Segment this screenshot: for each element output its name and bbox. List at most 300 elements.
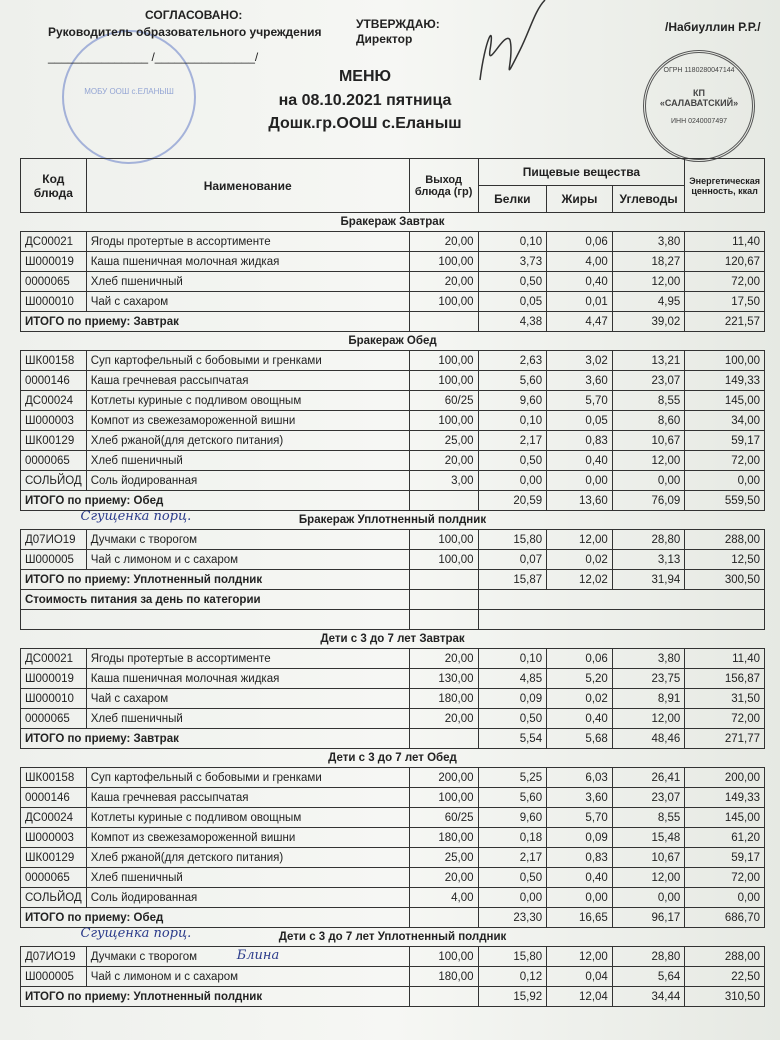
agreed-signature-line: _______________ /_______________/ [48, 50, 259, 64]
total-yield-empty [409, 570, 478, 590]
section-title-text: Дети с 3 до 7 лет Уплотненный полдник [278, 931, 507, 943]
section-header-row [21, 928, 765, 947]
section-title [21, 332, 765, 351]
table-row [21, 649, 765, 669]
dish-yield: 100,00 [409, 550, 478, 570]
total-energy: 221,57 [685, 312, 765, 332]
protein: 0,10 [478, 232, 547, 252]
total-label: ИТОГО по приему: Обед [21, 491, 410, 511]
total-carbs: 48,46 [612, 729, 684, 749]
dish-code: ШК00129 [21, 431, 87, 451]
fat: 3,02 [547, 351, 613, 371]
cost-row [21, 590, 765, 610]
dish-name: Каша гречневая рассыпчатая [86, 788, 409, 808]
empty-cell [21, 610, 410, 630]
dish-name: Суп картофельный с бобовыми и гренками [86, 768, 409, 788]
energy: 11,40 [685, 232, 765, 252]
section-title [21, 630, 765, 649]
section-title [21, 749, 765, 768]
energy: 11,40 [685, 649, 765, 669]
school-stamp-text: МОБУ ООШ с.ЕЛАНЫШ [84, 87, 174, 96]
energy: 59,17 [685, 848, 765, 868]
fat: 0,40 [547, 868, 613, 888]
table-row [21, 232, 765, 252]
total-protein: 23,30 [478, 908, 547, 928]
menu-date: на 08.10.2021 пятница [278, 92, 452, 109]
fat: 0,40 [547, 709, 613, 729]
protein: 0,09 [478, 689, 547, 709]
col-nutrients: Пищевые вещества [478, 159, 685, 186]
table-row [21, 967, 765, 987]
dish-name: Котлеты куриные с подливом овощным [86, 808, 409, 828]
dish-name: Хлеб ржаной(для детского питания) [86, 431, 409, 451]
dish-code: Д07ИО19 [21, 947, 87, 967]
table-row [21, 351, 765, 371]
fat: 0,09 [547, 828, 613, 848]
dish-name: Дучмаки с творогом [86, 530, 409, 550]
energy: 145,00 [685, 808, 765, 828]
fat: 0,01 [547, 292, 613, 312]
col-fat: Жиры [547, 186, 613, 213]
energy: 100,00 [685, 351, 765, 371]
protein: 0,18 [478, 828, 547, 848]
dish-code: 0000146 [21, 788, 87, 808]
protein: 0,10 [478, 649, 547, 669]
dish-code: ШК00129 [21, 848, 87, 868]
empty-row [21, 610, 765, 630]
dish-code: Ш000003 [21, 411, 87, 431]
table-row [21, 451, 765, 471]
total-protein: 5,54 [478, 729, 547, 749]
dish-name: Соль йодированная [86, 471, 409, 491]
dish-yield: 20,00 [409, 868, 478, 888]
dish-yield: 60/25 [409, 391, 478, 411]
table-row [21, 530, 765, 550]
fat: 0,02 [547, 689, 613, 709]
dish-name: Хлеб пшеничный [86, 451, 409, 471]
dish-code: 0000146 [21, 371, 87, 391]
dish-yield: 200,00 [409, 768, 478, 788]
fat: 6,03 [547, 768, 613, 788]
total-carbs: 96,17 [612, 908, 684, 928]
dish-name: Суп картофельный с бобовыми и гренками [86, 351, 409, 371]
dish-yield: 20,00 [409, 709, 478, 729]
fat: 0,83 [547, 431, 613, 451]
carbs: 5,64 [612, 967, 684, 987]
total-fat: 16,65 [547, 908, 613, 928]
carbs: 12,00 [612, 709, 684, 729]
total-yield-empty [409, 908, 478, 928]
dish-yield: 100,00 [409, 530, 478, 550]
dish-code: 0000065 [21, 272, 87, 292]
carbs: 8,60 [612, 411, 684, 431]
fat: 0,06 [547, 649, 613, 669]
dish-yield: 25,00 [409, 848, 478, 868]
energy: 59,17 [685, 431, 765, 451]
carbs: 15,48 [612, 828, 684, 848]
carbs: 10,67 [612, 848, 684, 868]
fat: 0,83 [547, 848, 613, 868]
protein: 15,80 [478, 947, 547, 967]
carbs: 12,00 [612, 451, 684, 471]
carbs: 8,55 [612, 808, 684, 828]
total-energy: 559,50 [685, 491, 765, 511]
dish-code: ДС00021 [21, 232, 87, 252]
dish-code: Ш000010 [21, 292, 87, 312]
section-title [21, 213, 765, 232]
total-row [21, 987, 765, 1007]
stamp-center: КП «САЛАВАТСКИЙ» [659, 88, 739, 108]
protein: 4,85 [478, 669, 547, 689]
protein: 2,17 [478, 431, 547, 451]
section-header-row [21, 749, 765, 768]
energy: 72,00 [685, 451, 765, 471]
dish-yield: 20,00 [409, 451, 478, 471]
protein: 0,00 [478, 471, 547, 491]
dish-code: СОЛЬЙОД [21, 888, 87, 908]
protein: 2,63 [478, 351, 547, 371]
dish-yield: 3,00 [409, 471, 478, 491]
dish-name: Компот из свежезамороженной вишни [86, 411, 409, 431]
fat: 0,40 [547, 451, 613, 471]
dish-name: Соль йодированная [86, 888, 409, 908]
carbs: 28,80 [612, 530, 684, 550]
total-row [21, 491, 765, 511]
carbs: 12,00 [612, 868, 684, 888]
col-name: Наименование [86, 159, 409, 213]
table-row [21, 550, 765, 570]
energy: 31,50 [685, 689, 765, 709]
total-carbs: 31,94 [612, 570, 684, 590]
total-energy: 300,50 [685, 570, 765, 590]
col-yield: Выход блюда (гр) [409, 159, 478, 213]
protein: 3,73 [478, 252, 547, 272]
carbs: 23,75 [612, 669, 684, 689]
section-header-row [21, 630, 765, 649]
total-row [21, 908, 765, 928]
dish-yield: 130,00 [409, 669, 478, 689]
table-row [21, 292, 765, 312]
total-label: ИТОГО по приему: Уплотненный полдник [21, 570, 410, 590]
empty-cell [478, 610, 764, 630]
dish-name: Хлеб пшеничный [86, 272, 409, 292]
dish-code: ДС00024 [21, 391, 87, 411]
total-carbs: 34,44 [612, 987, 684, 1007]
dish-yield: 25,00 [409, 431, 478, 451]
cost-value-empty [478, 590, 764, 610]
table-row [21, 828, 765, 848]
protein: 9,60 [478, 808, 547, 828]
dish-yield: 100,00 [409, 292, 478, 312]
dish-yield: 20,00 [409, 649, 478, 669]
energy: 72,00 [685, 709, 765, 729]
empty-cell [409, 610, 478, 630]
dish-code: СОЛЬЙОД [21, 471, 87, 491]
fat: 0,00 [547, 888, 613, 908]
approve-role: Директор [356, 32, 413, 46]
dish-code: ДС00024 [21, 808, 87, 828]
fat: 0,00 [547, 471, 613, 491]
dish-name: Дучмаки с творогом Блина [86, 947, 409, 967]
energy: 72,00 [685, 272, 765, 292]
dish-code: Ш000003 [21, 828, 87, 848]
document-title: МЕНЮ [338, 68, 392, 85]
handwritten-note: Сгущенка порц. [80, 926, 192, 941]
table-row [21, 471, 765, 491]
carbs: 8,91 [612, 689, 684, 709]
cost-yield-empty [409, 590, 478, 610]
carbs: 12,00 [612, 272, 684, 292]
fat: 0,06 [547, 232, 613, 252]
total-label: ИТОГО по приему: Уплотненный полдник [21, 987, 410, 1007]
protein: 15,80 [478, 530, 547, 550]
carbs: 10,67 [612, 431, 684, 451]
protein: 9,60 [478, 391, 547, 411]
dish-yield: 180,00 [409, 828, 478, 848]
dish-name: Чай с лимоном и с сахаром [86, 967, 409, 987]
total-energy: 271,77 [685, 729, 765, 749]
dish-name: Чай с лимоном и с сахаром [86, 550, 409, 570]
section-title-text: Дети с 3 до 7 лет Завтрак [320, 633, 465, 645]
table-row [21, 768, 765, 788]
carbs: 0,00 [612, 888, 684, 908]
protein: 0,50 [478, 272, 547, 292]
table-row [21, 689, 765, 709]
fat: 3,60 [547, 371, 613, 391]
fat: 3,60 [547, 788, 613, 808]
dish-name: Каша пшеничная молочная жидкая [86, 669, 409, 689]
total-protein: 4,38 [478, 312, 547, 332]
table-row [21, 947, 765, 967]
energy: 34,00 [685, 411, 765, 431]
protein: 0,50 [478, 868, 547, 888]
dish-name: Ягоды протертые в ассортименте [86, 232, 409, 252]
dish-code: 0000065 [21, 709, 87, 729]
protein: 2,17 [478, 848, 547, 868]
carbs: 23,07 [612, 788, 684, 808]
total-yield-empty [409, 987, 478, 1007]
table-row [21, 371, 765, 391]
protein: 0,00 [478, 888, 547, 908]
energy: 156,87 [685, 669, 765, 689]
table-row [21, 868, 765, 888]
fat: 5,20 [547, 669, 613, 689]
total-protein: 15,92 [478, 987, 547, 1007]
col-code: Код блюда [21, 159, 87, 213]
stamp-inn: ИНН 0240007497 [670, 118, 728, 125]
protein: 0,12 [478, 967, 547, 987]
fat: 12,00 [547, 947, 613, 967]
energy: 200,00 [685, 768, 765, 788]
protein: 5,60 [478, 788, 547, 808]
dish-yield: 100,00 [409, 947, 478, 967]
fat: 0,40 [547, 272, 613, 292]
table-row [21, 709, 765, 729]
table-row [21, 808, 765, 828]
table-row [21, 252, 765, 272]
total-energy: 686,70 [685, 908, 765, 928]
energy: 120,67 [685, 252, 765, 272]
total-fat: 4,47 [547, 312, 613, 332]
dish-yield: 20,00 [409, 232, 478, 252]
section-title-text: Бракераж Обед [348, 335, 437, 347]
energy: 61,20 [685, 828, 765, 848]
table-row [21, 272, 765, 292]
protein: 0,50 [478, 709, 547, 729]
energy: 0,00 [685, 888, 765, 908]
total-protein: 20,59 [478, 491, 547, 511]
total-row [21, 570, 765, 590]
carbs: 18,27 [612, 252, 684, 272]
carbs: 28,80 [612, 947, 684, 967]
dish-code: ШК00158 [21, 351, 87, 371]
total-carbs: 76,09 [612, 491, 684, 511]
dish-name: Хлеб пшеничный [86, 709, 409, 729]
dish-name: Чай с сахаром [86, 292, 409, 312]
energy: 149,33 [685, 788, 765, 808]
dish-name: Хлеб пшеничный [86, 868, 409, 888]
carbs: 3,13 [612, 550, 684, 570]
dish-code: Ш000019 [21, 669, 87, 689]
protein: 5,60 [478, 371, 547, 391]
section-title [21, 928, 765, 947]
col-energy: Энергетическая ценность, ккал [685, 159, 765, 213]
dish-code: 0000065 [21, 868, 87, 888]
handwritten-row-note: Блина [236, 948, 280, 963]
protein: 0,05 [478, 292, 547, 312]
col-carbs: Углеводы [612, 186, 684, 213]
dish-name: Хлеб ржаной(для детского питания) [86, 848, 409, 868]
dish-code: Д07ИО19 [21, 530, 87, 550]
carbs: 23,07 [612, 371, 684, 391]
carbs: 26,41 [612, 768, 684, 788]
dish-name: Каша пшеничная молочная жидкая [86, 252, 409, 272]
dish-yield: 100,00 [409, 252, 478, 272]
total-label: ИТОГО по приему: Обед [21, 908, 410, 928]
dish-code: 0000065 [21, 451, 87, 471]
table-row [21, 888, 765, 908]
col-protein: Белки [478, 186, 547, 213]
energy: 72,00 [685, 868, 765, 888]
table-row [21, 431, 765, 451]
carbs: 0,00 [612, 471, 684, 491]
total-fat: 12,02 [547, 570, 613, 590]
carbs: 3,80 [612, 232, 684, 252]
total-label: ИТОГО по приему: Завтрак [21, 312, 410, 332]
total-row [21, 729, 765, 749]
carbs: 4,95 [612, 292, 684, 312]
dish-code: ДС00021 [21, 649, 87, 669]
section-title-text: Бракераж Завтрак [340, 216, 445, 228]
dish-yield: 180,00 [409, 689, 478, 709]
table-row [21, 411, 765, 431]
section-title-text: Дети с 3 до 7 лет Обед [328, 752, 457, 764]
total-fat: 12,04 [547, 987, 613, 1007]
cost-label: Стоимость питания за день по категории [21, 590, 410, 610]
protein: 0,10 [478, 411, 547, 431]
dish-name: Ягоды протертые в ассортименте [86, 649, 409, 669]
dish-yield: 4,00 [409, 888, 478, 908]
total-fat: 5,68 [547, 729, 613, 749]
energy: 288,00 [685, 530, 765, 550]
carbs: 8,55 [612, 391, 684, 411]
energy: 145,00 [685, 391, 765, 411]
section-header-row [21, 511, 765, 530]
section-header-row [21, 213, 765, 232]
agreed-label: СОГЛАСОВАНО: [145, 8, 243, 22]
total-yield-empty [409, 491, 478, 511]
table-row [21, 848, 765, 868]
fat: 5,70 [547, 808, 613, 828]
total-protein: 15,87 [478, 570, 547, 590]
energy: 22,50 [685, 967, 765, 987]
dish-yield: 100,00 [409, 788, 478, 808]
dish-name: Чай с сахаром [86, 689, 409, 709]
carbs: 13,21 [612, 351, 684, 371]
protein: 0,07 [478, 550, 547, 570]
energy: 149,33 [685, 371, 765, 391]
dish-name: Каша гречневая рассыпчатая [86, 371, 409, 391]
dish-yield: 100,00 [409, 371, 478, 391]
energy: 288,00 [685, 947, 765, 967]
stamp-ogrn: ОГРН 1180280047144 [663, 67, 735, 74]
dish-yield: 100,00 [409, 411, 478, 431]
total-carbs: 39,02 [612, 312, 684, 332]
fat: 4,00 [547, 252, 613, 272]
table-row [21, 391, 765, 411]
total-yield-empty [409, 729, 478, 749]
energy: 12,50 [685, 550, 765, 570]
fat: 0,04 [547, 967, 613, 987]
fat: 5,70 [547, 391, 613, 411]
total-row [21, 312, 765, 332]
approver-name: /Набиуллин Р.Р./ [665, 20, 761, 34]
dish-name: Котлеты куриные с подливом овощным [86, 391, 409, 411]
section-header-row [21, 332, 765, 351]
dish-yield: 100,00 [409, 351, 478, 371]
table-row [21, 669, 765, 689]
total-yield-empty [409, 312, 478, 332]
section-title-text: Бракераж Уплотненный полдник [298, 514, 487, 526]
protein: 5,25 [478, 768, 547, 788]
dish-code: Ш000019 [21, 252, 87, 272]
fat: 0,05 [547, 411, 613, 431]
agreed-role: Руководитель образовательного учреждения [48, 25, 322, 39]
carbs: 3,80 [612, 649, 684, 669]
company-stamp [643, 50, 755, 162]
energy: 0,00 [685, 471, 765, 491]
total-energy: 310,50 [685, 987, 765, 1007]
dish-yield: 180,00 [409, 967, 478, 987]
fat: 0,02 [547, 550, 613, 570]
menu-table [20, 158, 765, 1007]
table-row [21, 788, 765, 808]
handwritten-note: Сгущенка порц. [80, 509, 192, 524]
dish-code: Ш000010 [21, 689, 87, 709]
energy: 17,50 [685, 292, 765, 312]
total-label: ИТОГО по приему: Завтрак [21, 729, 410, 749]
dish-code: Ш000005 [21, 550, 87, 570]
protein: 0,50 [478, 451, 547, 471]
dish-code: ШК00158 [21, 768, 87, 788]
dish-name: Компот из свежезамороженной вишни [86, 828, 409, 848]
dish-yield: 20,00 [409, 272, 478, 292]
dish-yield: 60/25 [409, 808, 478, 828]
dish-code: Ш000005 [21, 967, 87, 987]
total-fat: 13,60 [547, 491, 613, 511]
section-title [21, 511, 765, 530]
approve-label: УТВЕРЖДАЮ: [356, 17, 440, 31]
